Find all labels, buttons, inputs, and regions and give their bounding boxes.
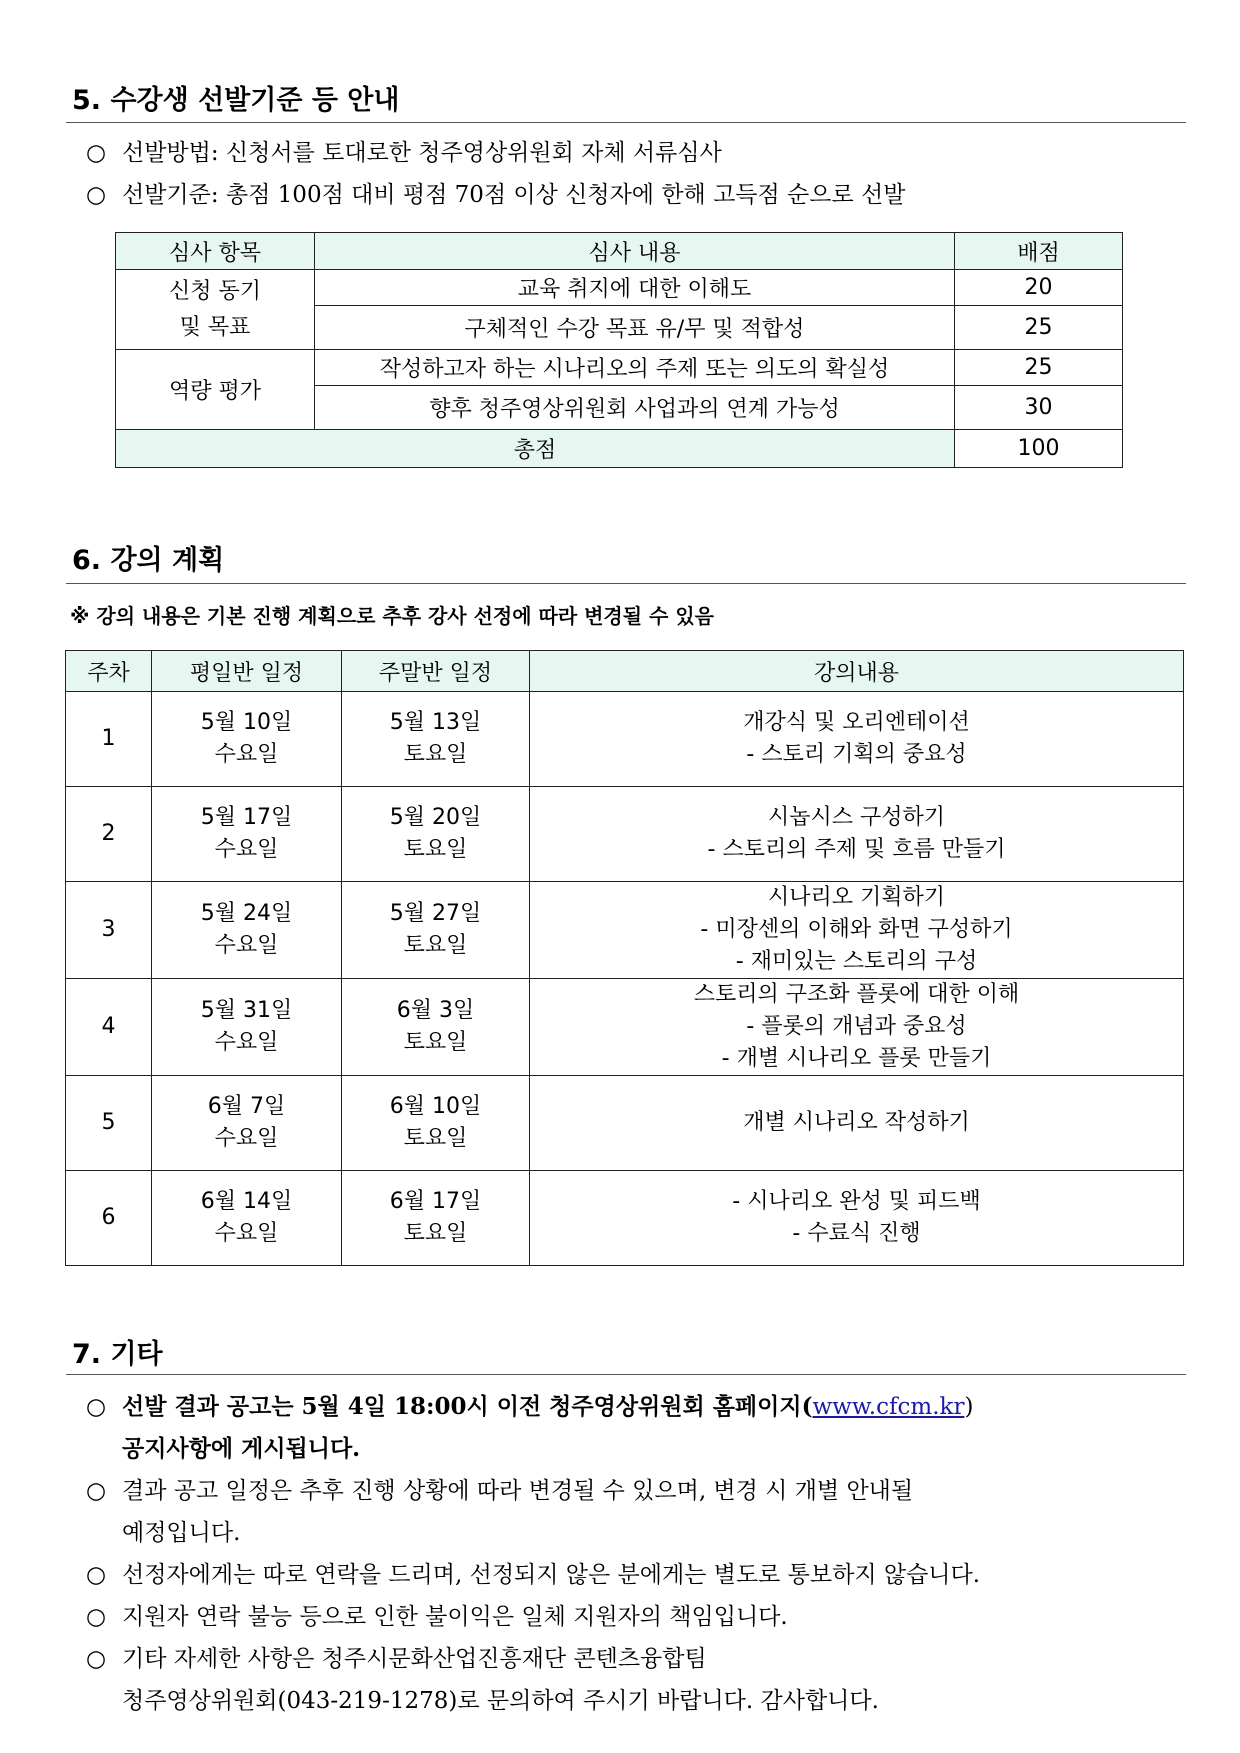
lecture-content-cell: 시나리오 기획하기 - 미장센의 이해와 화면 구성하기 - 재미있는 스토리의 구성 <box>530 882 1184 979</box>
bullet-circle-icon: ○ <box>86 1646 107 1672</box>
section-7-title: 7. 기타 <box>72 1339 163 1370</box>
week-cell: 3 <box>66 882 152 979</box>
weekend-schedule-cell: 6월 10일 토요일 <box>342 1076 530 1171</box>
col-header-weekend: 주말반 일정 <box>342 651 530 692</box>
selection-method-text: 선발방법: 신청서를 토대로한 청주영상위원회 자체 서류심사 <box>122 140 722 166</box>
bullet-circle-icon: ○ <box>86 1478 107 1504</box>
announcement-close-paren: ) <box>964 1394 974 1420</box>
responsibility-text: 지원자 연락 불능 등으로 인한 불이익은 일체 지원자의 책임입니다. <box>122 1604 788 1630</box>
col-header-weekday: 평일반 일정 <box>152 651 342 692</box>
week-cell: 2 <box>66 787 152 882</box>
weekday-schedule-cell: 6월 7일 수요일 <box>152 1076 342 1171</box>
weekday-schedule-cell: 5월 10일 수요일 <box>152 692 342 787</box>
inquiry-text-cont: 청주영상위원회(043-219-1278)로 문의하여 주시기 바랍니다. 감사합니다. <box>122 1688 879 1714</box>
criteria-content: 교육 취지에 대한 이해도 <box>315 270 955 306</box>
lecture-plan-table <box>65 650 1184 1266</box>
schedule-change-text-cont: 예정입니다. <box>122 1520 241 1546</box>
sec7-bullet-3 <box>86 1554 980 1596</box>
sec5-bullet-2 <box>86 174 905 216</box>
bullet-circle-icon: ○ <box>86 1393 107 1420</box>
selection-criteria-text: 선발기준: 총점 100점 대비 평점 70점 이상 신청자에 한해 고득점 순으로 선발 <box>122 182 906 208</box>
table-row <box>66 882 1184 979</box>
table-row <box>66 979 1184 1076</box>
bullet-circle-icon: ○ <box>86 1604 107 1630</box>
weekday-schedule-cell: 6월 14일 수요일 <box>152 1171 342 1266</box>
bullet-circle-icon: ○ <box>86 182 107 208</box>
evaluation-criteria-table <box>115 232 1123 468</box>
sec7-bullet-2 <box>86 1470 913 1512</box>
lecture-content-cell: - 시나리오 완성 및 피드백 - 수료식 진행 <box>530 1171 1184 1266</box>
schedule-note: ※ 강의 내용은 기본 진행 계획으로 추후 강사 선정에 따라 변경될 수 있음 <box>70 604 714 628</box>
weekend-schedule-cell: 5월 20일 토요일 <box>342 787 530 882</box>
schedule-change-text: 결과 공고 일정은 추후 진행 상황에 따라 변경될 수 있으며, 변경 시 개별 안내될 <box>122 1478 914 1504</box>
bullet-circle-icon: ○ <box>86 140 107 166</box>
contact-notice-text: 선정자에게는 따로 연락을 드리며, 선정되지 않은 분에게는 별도로 통보하지 않습니다. <box>122 1562 981 1588</box>
lecture-content-cell: 개별 시나리오 작성하기 <box>530 1076 1184 1171</box>
week-cell: 4 <box>66 979 152 1076</box>
table-header-row <box>116 233 1123 270</box>
section-5-title: 5. 수강생 선발기준 등 안내 <box>72 85 400 116</box>
table-row <box>66 787 1184 882</box>
sec7-bullet-5 <box>86 1638 707 1680</box>
table-row <box>116 350 1123 386</box>
section-7-divider <box>66 1374 1186 1375</box>
homepage-link[interactable]: www.cfcm.kr <box>812 1394 965 1420</box>
criteria-score: 20 <box>955 270 1123 306</box>
criteria-score: 25 <box>955 350 1123 386</box>
category-motivation: 신청 동기 및 목표 <box>116 270 315 350</box>
criteria-content: 작성하고자 하는 시나리오의 주제 또는 의도의 확실성 <box>315 350 955 386</box>
table-row <box>66 1171 1184 1266</box>
col-header-content: 심사 내용 <box>315 233 955 270</box>
weekend-schedule-cell: 5월 27일 토요일 <box>342 882 530 979</box>
table-row <box>116 270 1123 306</box>
table-total-row <box>116 430 1123 468</box>
week-cell: 1 <box>66 692 152 787</box>
col-header-score: 배점 <box>955 233 1123 270</box>
sec7-bullet-4 <box>86 1596 788 1638</box>
criteria-content: 향후 청주영상위원회 사업과의 연계 가능성 <box>315 386 955 430</box>
section-6-title: 6. 강의 계획 <box>72 545 225 576</box>
weekend-schedule-cell: 5월 13일 토요일 <box>342 692 530 787</box>
total-label: 총점 <box>116 430 955 468</box>
category-competency: 역량 평가 <box>116 350 315 430</box>
weekend-schedule-cell: 6월 17일 토요일 <box>342 1171 530 1266</box>
week-cell: 5 <box>66 1076 152 1171</box>
sec5-bullet-1 <box>86 132 722 174</box>
section-5-divider <box>66 122 1186 123</box>
col-header-content: 강의내용 <box>530 651 1184 692</box>
weekday-schedule-cell: 5월 31일 수요일 <box>152 979 342 1076</box>
table-row <box>66 1076 1184 1171</box>
weekend-schedule-cell: 6월 3일 토요일 <box>342 979 530 1076</box>
announcement-text-cont: 공지사항에 게시됩니다. <box>122 1435 361 1462</box>
total-score: 100 <box>955 430 1123 468</box>
criteria-content: 구체적인 수강 목표 유/무 및 적합성 <box>315 306 955 350</box>
table-header-row <box>66 651 1184 692</box>
weekday-schedule-cell: 5월 17일 수요일 <box>152 787 342 882</box>
bullet-circle-icon: ○ <box>86 1562 107 1588</box>
sec7-bullet-1 <box>86 1386 973 1428</box>
weekday-schedule-cell: 5월 24일 수요일 <box>152 882 342 979</box>
lecture-content-cell: 스토리의 구조화 플롯에 대한 이해 - 플롯의 개념과 중요성 - 개별 시나리오 플롯 만들기 <box>530 979 1184 1076</box>
inquiry-text: 기타 자세한 사항은 청주시문화산업진흥재단 콘텐츠융합팀 <box>122 1646 707 1672</box>
criteria-score: 30 <box>955 386 1123 430</box>
lecture-content-cell: 시놉시스 구성하기 - 스토리의 주제 및 흐름 만들기 <box>530 787 1184 882</box>
section-6-divider <box>66 583 1186 584</box>
lecture-content-cell: 개강식 및 오리엔테이션 - 스토리 기획의 중요성 <box>530 692 1184 787</box>
col-header-week: 주차 <box>66 651 152 692</box>
week-cell: 6 <box>66 1171 152 1266</box>
criteria-score: 25 <box>955 306 1123 350</box>
col-header-category: 심사 항목 <box>116 233 315 270</box>
table-row <box>66 692 1184 787</box>
announcement-text: 선발 결과 공고는 5월 4일 18:00시 이전 청주영상위원회 홈페이지( <box>122 1393 813 1420</box>
